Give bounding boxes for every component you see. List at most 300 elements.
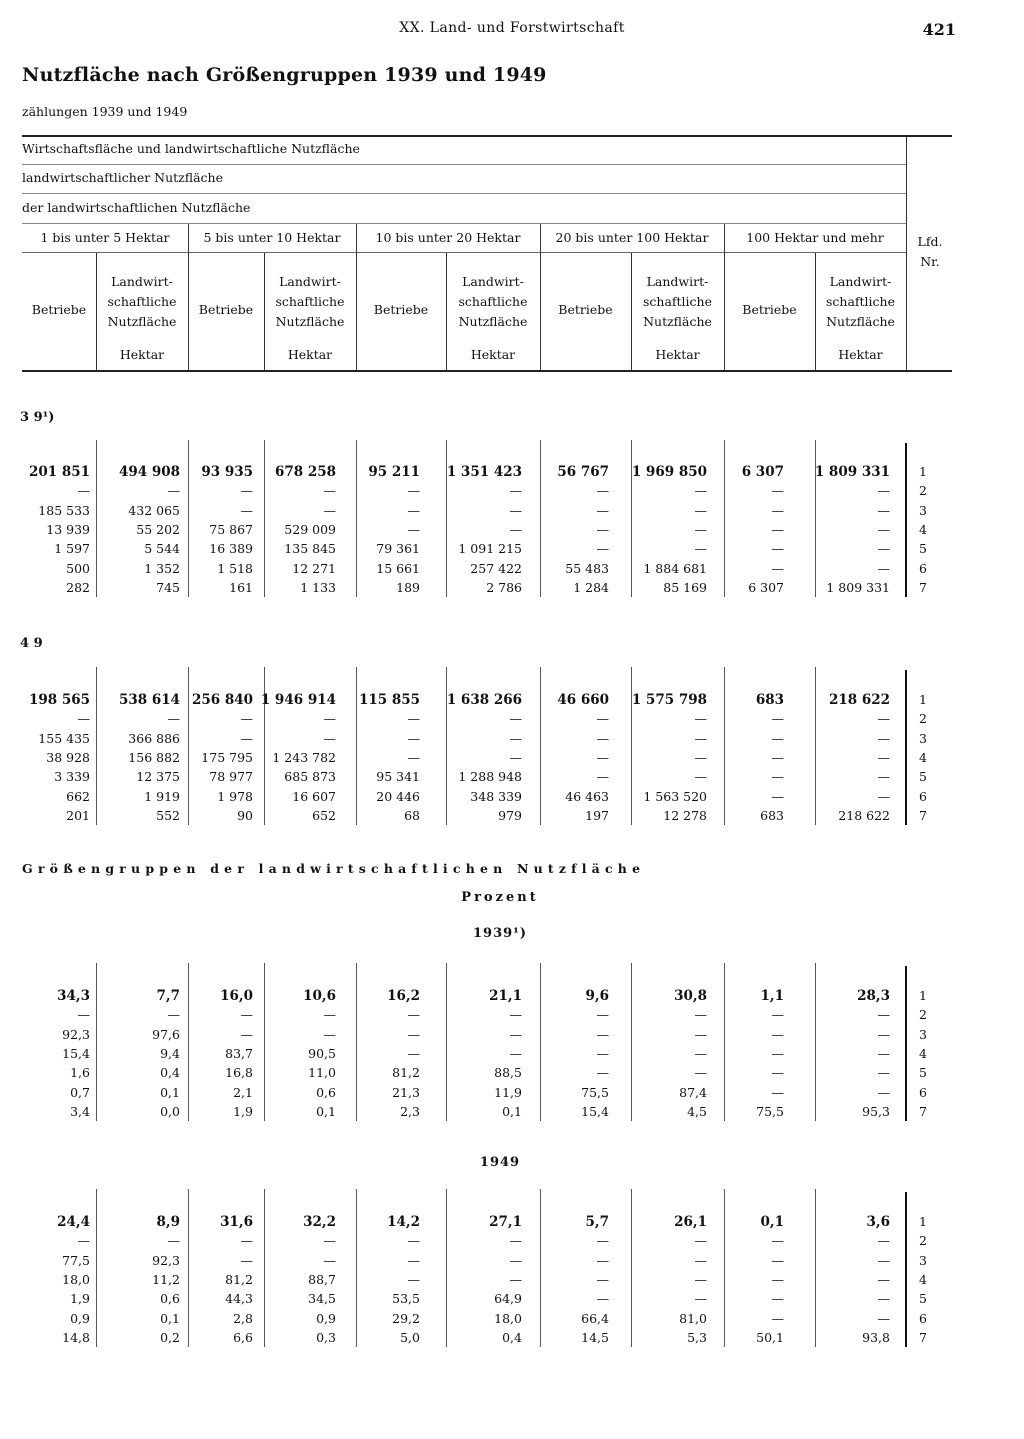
table-cell: — [167,1233,180,1249]
hektar-label: Hektar [655,347,700,362]
row-number: 1 [919,1214,927,1229]
table-cell: — [509,521,522,537]
table-cell: 0,6 [160,1291,180,1307]
table-cell: 1 809 331 [814,464,890,480]
table-cell: — [771,1084,784,1100]
table-cell: — [877,730,890,746]
hektar-label: Hektar [470,347,516,362]
hektar-label: Hektar [838,347,883,362]
table-cell: 15,4 [62,1045,90,1061]
flaeche-line-3: Nutzfläche [826,314,895,329]
table-row [0,464,1024,483]
section-label-1939-pct: 1939¹) [472,926,528,941]
table-row [0,503,1024,522]
table-cell: 1 884 681 [643,560,707,576]
betriebe-label-2: Betriebe [198,302,254,317]
table-cell: 1 352 [144,560,180,576]
table-cell: 2 786 [486,579,522,595]
table-cell: — [694,1026,707,1042]
table-cell: 81,0 [679,1310,707,1326]
group-divider-1 [188,224,189,370]
table-cell: — [323,1233,336,1249]
table-cell: — [771,769,784,785]
percent-unit: Prozent [461,890,539,905]
table-cell: — [771,1271,784,1287]
table-row [0,561,1024,580]
table-cell: 31,6 [220,1214,253,1230]
table-cell: 16,2 [387,988,420,1004]
table-cell: 95 341 [376,769,420,785]
betriebe-label-5: Betriebe [742,302,797,317]
table-cell: 11,9 [494,1084,522,1100]
flaeche-line-2: schaftliche [107,294,177,309]
table-cell: — [771,1252,784,1268]
table-cell: — [596,711,609,727]
table-cell: — [694,521,707,537]
table-cell: 38 928 [46,749,90,765]
table-cell: — [240,711,253,727]
table-cell: 14,5 [581,1329,609,1345]
table-cell: 95 211 [368,464,420,480]
group-divider-4 [724,224,725,370]
table-cell: 53,5 [392,1291,420,1307]
table-cell: 0,6 [316,1084,336,1100]
table-cell: — [771,1007,784,1023]
table-cell: — [771,788,784,804]
table-cell: — [694,749,707,765]
table-cell: — [877,1233,890,1249]
table-cell: — [407,749,420,765]
table-cell: 1 809 331 [826,579,890,595]
table-cell: 68 [404,807,420,823]
table-cell: — [323,1026,336,1042]
table-cell: 0,7 [70,1084,90,1100]
table-cell: 34,5 [308,1291,336,1307]
table-cell: — [240,730,253,746]
table-cell: 1 284 [573,579,609,595]
table-cell: — [407,711,420,727]
table-cell: — [694,711,707,727]
betriebe-label-1: Betriebe [31,302,87,317]
table-cell: 3,6 [866,1214,890,1230]
table-cell: 27,1 [489,1214,522,1230]
table-cell: 1 919 [144,788,180,804]
table-cell: — [509,483,522,499]
table-cell: — [596,541,609,557]
table-cell: — [240,1252,253,1268]
table-cell: — [596,1007,609,1023]
table-row [0,1085,1024,1104]
row-number: 3 [919,1252,927,1268]
table-cell: — [694,730,707,746]
flaeche-line-2: schaftliche [642,294,712,309]
table-cell: 685 873 [284,769,336,785]
table-cell: 0,9 [316,1310,336,1326]
table-cell: 0,3 [316,1329,336,1345]
table-cell: 15 661 [376,560,420,576]
table-cell: 90 [237,807,253,823]
table-cell: — [771,560,784,576]
table-cell: — [509,502,522,518]
table-cell: 0,1 [316,1103,336,1119]
table-cell: — [771,749,784,765]
section-label-1949-pct: 1949 [479,1155,521,1170]
table-cell: 0,9 [70,1310,90,1326]
table-cell: 185 533 [38,502,90,518]
table-cell: 282 [66,579,90,595]
flaeche-label-5 [815,272,906,365]
table-cell: 78 977 [209,769,253,785]
table-cell: — [877,1271,890,1287]
table-cell: — [407,1233,420,1249]
table-cell: — [509,749,522,765]
table-cell: 11,0 [308,1065,336,1081]
group-label-1: 1 bis unter 5 Hektar [40,230,170,245]
table-cell: 1,6 [70,1065,90,1081]
row-number: 2 [919,1007,927,1023]
table-cell: 0,1 [502,1103,522,1119]
table-cell: 20 446 [376,788,420,804]
table-cell: — [771,1065,784,1081]
table-cell: 0,4 [160,1065,180,1081]
table-cell: 12 375 [136,769,180,785]
row-number: 6 [919,788,927,804]
table-cell: 0,1 [160,1084,180,1100]
table-cell: — [509,1007,522,1023]
table-row [0,1007,1024,1026]
table-cell: 0,2 [160,1329,180,1345]
table-cell: — [596,521,609,537]
table-cell: 348 339 [470,788,522,804]
table-cell: — [407,483,420,499]
table-cell: — [240,483,253,499]
table-cell: 745 [156,579,180,595]
table-cell: 1,9 [233,1103,253,1119]
flaeche-line-1: Landwirt- [111,274,173,289]
table-cell: — [407,521,420,537]
table-row [0,522,1024,541]
table-cell: 93 935 [201,464,253,480]
table-cell: — [509,1045,522,1061]
table-row [0,988,1024,1007]
table-cell: — [596,730,609,746]
table-cell: 46 463 [565,788,609,804]
table-cell: 1 597 [54,541,90,557]
table-cell: — [323,1252,336,1268]
group-label-2: 5 bis unter 10 Hektar [203,230,341,245]
table-cell: 21,3 [392,1084,420,1100]
table-cell: 21,1 [489,988,522,1004]
table-cell: 95,3 [862,1103,890,1119]
table-cell: 92,3 [152,1252,180,1268]
table-cell: — [771,1045,784,1061]
table-cell: — [596,483,609,499]
row-number: 5 [919,769,927,785]
table-cell: 1 638 266 [446,692,522,708]
table-row [0,808,1024,827]
table-cell: 66,4 [581,1310,609,1326]
table-cell: 55 483 [565,560,609,576]
flaeche-line-3: Nutzfläche [458,314,528,329]
row-number: 3 [919,1026,927,1042]
table-cell: — [877,1310,890,1326]
table-cell: — [240,1007,253,1023]
table-row [0,1046,1024,1065]
header-line-3: der landwirtschaftlichen Nutzfläche [22,200,251,215]
table-cell: — [596,749,609,765]
flaeche-line-3: Nutzfläche [643,314,712,329]
table-cell: — [167,483,180,499]
table-cell: 90,5 [308,1045,336,1061]
table-cell: 28,3 [857,988,890,1004]
lfd-line-2: Nr. [920,254,940,269]
table-cell: 16 389 [209,541,253,557]
table-row [0,1214,1024,1233]
table-cell: 652 [312,807,336,823]
table-cell: — [167,1007,180,1023]
table-cell: — [877,1026,890,1042]
table-cell: 46 660 [557,692,609,708]
section-label-1939: 3 9¹) [20,410,55,425]
table-cell: — [323,502,336,518]
table-cell: 189 [396,579,420,595]
table-cell: 83,7 [225,1045,253,1061]
table-cell: 529 009 [284,521,336,537]
table-cell: — [509,1026,522,1042]
table-cell: — [877,749,890,765]
table-cell: 0,0 [160,1103,180,1119]
table-cell: 1 133 [300,579,336,595]
header-line-1: Wirtschaftsfläche und landwirtschaftliche Nutzfläche [22,141,360,156]
table-cell: — [407,1271,420,1287]
table-cell: — [407,1045,420,1061]
betriebe-label-3: Betriebe [373,302,429,317]
table-cell: 1 969 850 [631,464,707,480]
table-row [0,711,1024,730]
table-cell: 678 258 [274,464,336,480]
table-cell: 155 435 [38,730,90,746]
table-cell: 5 544 [144,541,180,557]
table-cell: — [240,1233,253,1249]
row-number: 4 [919,521,927,537]
table-cell: — [771,1291,784,1307]
table-cell: — [877,1291,890,1307]
table-cell: 18,0 [62,1271,90,1287]
table-cell: 6,6 [233,1329,253,1345]
row-number: 1 [919,692,927,707]
section-label-1949: 4 9 [20,636,43,651]
table-row [0,1253,1024,1272]
table-cell: — [877,1084,890,1100]
table-cell: 2,8 [233,1310,253,1326]
table-cell: 3,4 [70,1103,90,1119]
header-rule-2 [22,193,906,194]
table-cell: — [694,483,707,499]
group-rule [22,252,906,253]
table-cell: — [771,521,784,537]
flaeche-label-4 [631,272,724,365]
table-cell: 75 867 [209,521,253,537]
table-header-bottom-rule [22,370,952,372]
table-row [0,789,1024,808]
table-cell: 0,4 [502,1329,522,1345]
table-cell: 11,2 [152,1271,180,1287]
table-cell: 552 [156,807,180,823]
table-cell: — [771,502,784,518]
table-cell: 1 243 782 [272,749,336,765]
table-cell: 87,4 [679,1084,707,1100]
header-right-rule [906,137,907,370]
row-number: 6 [919,1084,927,1100]
table-cell: 6 307 [748,579,784,595]
table-cell: 432 065 [128,502,180,518]
table-cell: 1 091 215 [458,541,522,557]
table-cell: 218 622 [838,807,890,823]
table-cell: — [771,730,784,746]
flaeche-line-2: schaftliche [825,294,895,309]
flaeche-line-3: Nutzfläche [275,314,345,329]
lfd-nr-header [908,232,952,272]
table-cell: 683 [755,692,784,708]
table-cell: 175 795 [201,749,253,765]
table-cell: — [407,1026,420,1042]
table-cell: — [694,1233,707,1249]
table-cell: 156 882 [128,749,180,765]
table-cell: — [509,1271,522,1287]
table-cell: 93,8 [862,1329,890,1345]
running-title: XX. Land- und Forstwirtschaft [399,20,625,36]
table-cell: 5,0 [400,1329,420,1345]
table-cell: 2,3 [400,1103,420,1119]
flaeche-label-2 [264,272,356,365]
table-cell: 218 622 [828,692,890,708]
row-number: 5 [919,541,927,557]
table-cell: — [77,1007,90,1023]
row-number: 7 [919,807,927,823]
table-cell: — [167,711,180,727]
table-cell: 75,5 [581,1084,609,1100]
table-cell: — [771,483,784,499]
table-cell: 56 767 [557,464,609,480]
group-divider-2 [356,224,357,370]
table-cell: — [596,1026,609,1042]
table-cell: 16 607 [292,788,336,804]
table-cell: — [323,483,336,499]
row-number: 7 [919,1329,927,1345]
table-cell: 201 [66,807,90,823]
row-number: 7 [919,1103,927,1119]
table-row [0,1104,1024,1123]
table-cell: — [877,521,890,537]
table-row [0,580,1024,599]
table-cell: — [407,1007,420,1023]
table-cell: — [323,730,336,746]
table-cell: — [877,502,890,518]
table-cell: 16,8 [225,1065,253,1081]
table-cell: — [694,1007,707,1023]
table-cell: — [877,788,890,804]
betriebe-label-4: Betriebe [558,302,613,317]
table-cell: 81,2 [392,1065,420,1081]
table-cell: 135 845 [284,541,336,557]
flaeche-label-3 [446,272,540,365]
flaeche-line-1: Landwirt- [279,274,341,289]
flaeche-label-1 [96,272,188,365]
row-number: 6 [919,560,927,576]
row-number: 1 [919,988,927,1003]
table-row [0,1311,1024,1330]
table-cell: 16,0 [220,988,253,1004]
row-number: 4 [919,1271,927,1287]
table-cell: — [771,1026,784,1042]
row-number: 4 [919,749,927,765]
table-cell: — [596,1252,609,1268]
table-row [0,1272,1024,1291]
group-label-3: 10 bis unter 20 Hektar [375,230,521,245]
table-cell: 1 563 520 [643,788,707,804]
table-cell: 92,3 [62,1026,90,1042]
table-cell: — [877,483,890,499]
table-cell: — [877,1252,890,1268]
table-cell: 44,3 [225,1291,253,1307]
table-cell: — [694,1065,707,1081]
row-number: 2 [919,1233,927,1249]
flaeche-line-1: Landwirt- [646,274,709,289]
header-rule-1 [22,164,906,165]
table-cell: 12 271 [292,560,336,576]
table-cell: — [877,1007,890,1023]
table-cell: 55 202 [136,521,180,537]
table-cell: — [596,1271,609,1287]
percent-heading: Größengruppen der landwirtschaftlichen Nutzfläche [22,861,646,876]
table-cell: 197 [585,807,609,823]
table-cell: — [596,502,609,518]
table-cell: — [596,769,609,785]
lfd-line-1: Lfd. [917,234,943,249]
table-cell: 1 518 [217,560,253,576]
table-cell: 1 946 914 [260,692,336,708]
table-cell: — [877,1045,890,1061]
table-cell: — [240,1026,253,1042]
table-cell: 5,7 [585,1214,609,1230]
table-cell: 1,1 [760,988,784,1004]
row-number: 3 [919,730,927,746]
row-number: 7 [919,579,927,595]
table-cell: 64,9 [494,1291,522,1307]
table-row [0,1330,1024,1349]
table-cell: — [694,1291,707,1307]
table-cell: — [694,541,707,557]
table-cell: 85 169 [663,579,707,595]
table-cell: — [509,730,522,746]
table-cell: — [596,1065,609,1081]
table-cell: — [240,502,253,518]
table-cell: — [323,711,336,727]
table-cell: — [596,1291,609,1307]
table-row [0,483,1024,502]
table-cell: 1 978 [217,788,253,804]
table-cell: 14,8 [62,1329,90,1345]
table-row [0,1065,1024,1084]
page-subtitle: zählungen 1939 und 1949 [22,104,188,119]
table-cell: — [694,1045,707,1061]
row-number: 6 [919,1310,927,1326]
table-cell: 500 [66,560,90,576]
table-cell: — [771,541,784,557]
table-cell: — [77,483,90,499]
row-number: 1 [919,464,927,479]
table-cell: 13 939 [46,521,90,537]
